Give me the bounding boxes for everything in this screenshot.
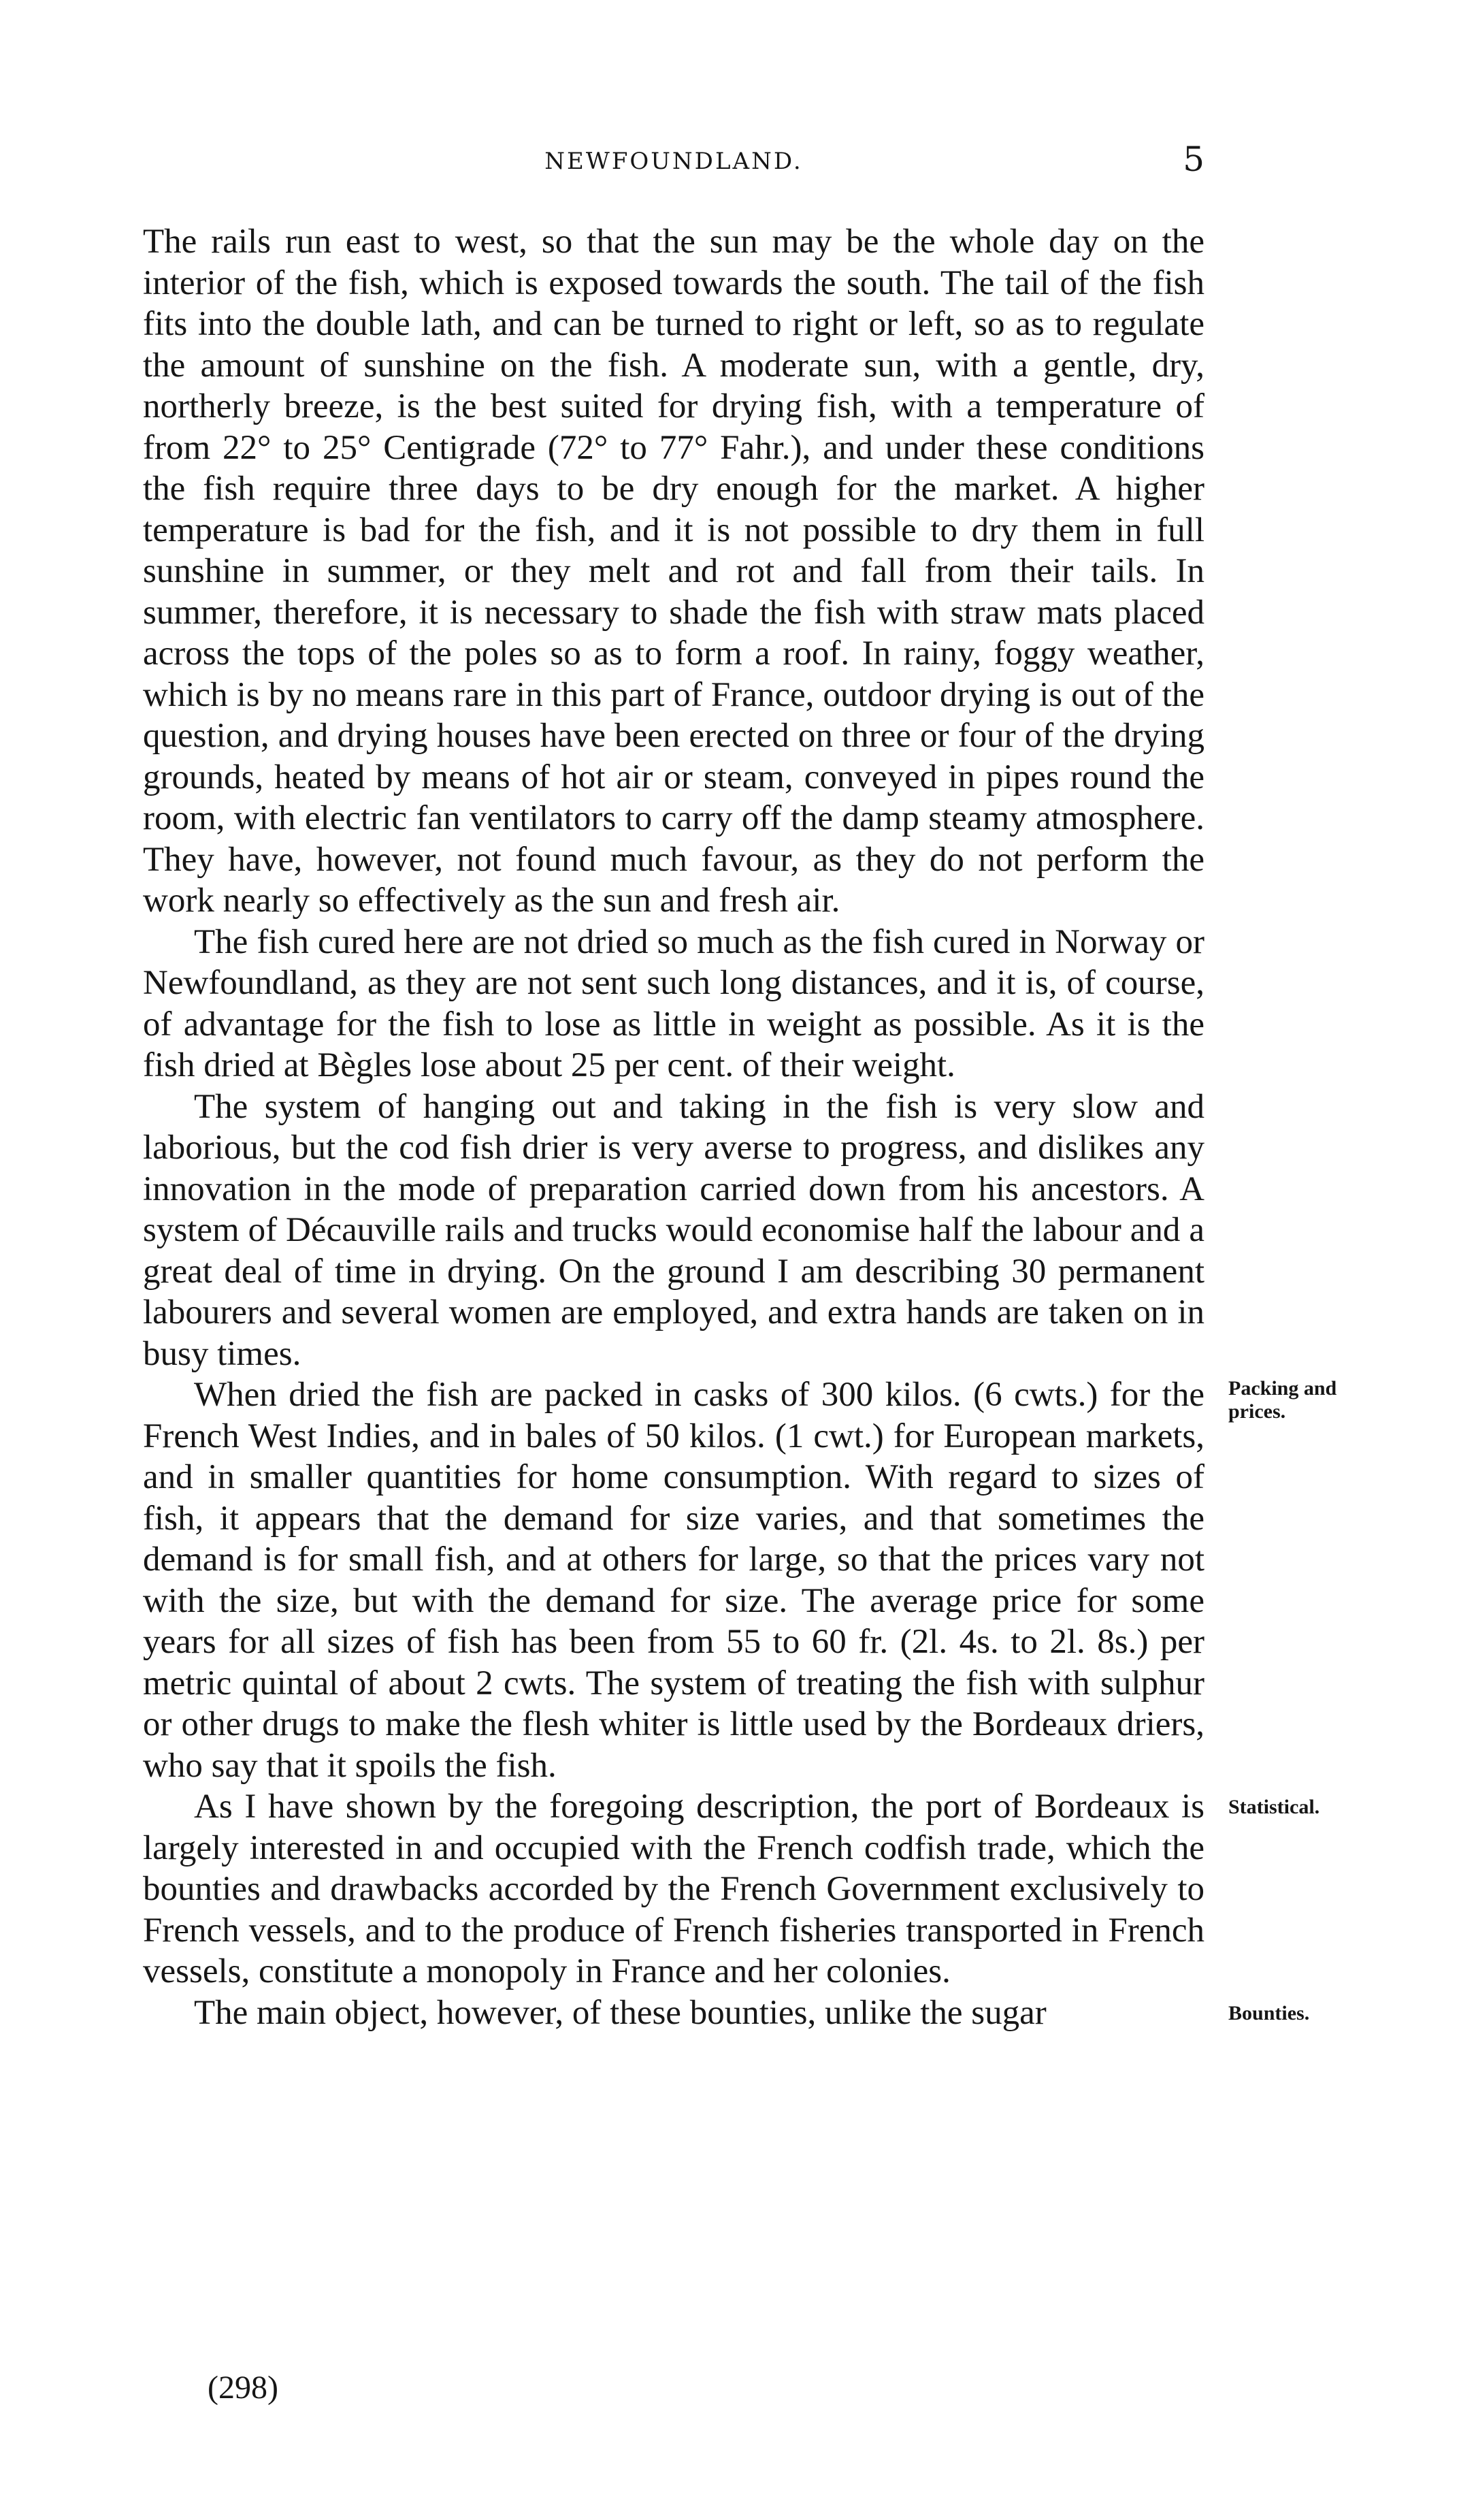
paragraph-packing <box>143 1374 1337 1786</box>
paragraph-text: When dried the fish are packed in casks of 300 kilos. (6 cwts.) for the French West Indies, and in bales of 50 kilos. (1 cwt.) for European markets, and in smaller quantities for home consumption. With regard to sizes of fish, it appears that the demand for size varies, and that sometimes the demand is for small fish, and at others for large, so that the prices vary not with the size, but with the demand for size. The average price for some years for all sizes of fish has been from 55 to 60 fr. (2l. 4s. to 2l. 8s.) per metric quintal of about 2 cwts. The system of treating the fish with sulphur or other drugs to make the flesh whiter is little used by the Bordeaux driers, who say that it spoils the fish. <box>143 1376 1204 1785</box>
page-number: 5 <box>1183 140 1204 179</box>
paragraph-labour <box>143 1086 1204 1375</box>
margin-note-statistical: Statistical. <box>1228 1796 1320 1818</box>
margin-note-bounties: Bounties. <box>1228 2001 1310 2024</box>
paragraph-bounties <box>143 1992 1310 2034</box>
printer-signature: (298) <box>208 2370 278 2406</box>
paragraph-dried-weight <box>143 922 1204 1086</box>
paragraph-text: The fish cured here are not dried so much as the fish cured in Norway or Newfoundland, as they are not sent such long distances, and it is, of course, of advantage for the fish to lose as little in weight as possible. As it is the fish dried at Bègles lose about 25 per cent. of their weight. <box>143 922 1204 1084</box>
paragraph-text: The system of hanging out and taking in the fish is very slow and laborious, but the cod fish drier is very averse to progress, and dislikes any innovation in the mode of preparation carried down from his ancestors. A system of Décauville rails and trucks would economise half the labour and a great deal of time in drying. On the ground I am describing 30 permanent labourers and several women are employed, and extra hands are taken on in busy times. <box>143 1087 1204 1373</box>
margin-note-packing: Packing and prices. <box>1228 1377 1337 1423</box>
paragraph-drying-method <box>143 221 1204 922</box>
paragraph-statistical <box>143 1786 1320 1992</box>
running-title: NEWFOUNDLAND. <box>544 148 803 175</box>
running-head <box>143 140 1204 187</box>
body-text <box>143 221 1337 2033</box>
paragraph-text: The main object, however, of these bounties, unlike the sugar <box>194 1993 1047 2032</box>
paragraph-text: As I have shown by the foregoing description, the port of Bordeaux is largely interested in and occupied with the French codfish trade, which the bounties and drawbacks accorded by the French Government exclusively to French vessels, and to the produce of French fisheries transported in French vessels, constitute a monopoly in France and her colonies. <box>143 1788 1204 1990</box>
paragraph-text: The rails run east to west, so that the sun may be the whole day on the interior of the fish, which is exposed towards the south. The tail of the fish fits into the double lath, and can be turned to right or left, so as to regulate the amount of sunshine on the fish. A moderate sun, with a gentle, dry, northerly breeze, is the best suited for drying fish, with a temperature of from 22° to 25° Centigrade (72° to 77° Fahr.), and under these conditions the fish require three days to be dry enough for the market. A higher temperature is bad for the fish, and it is not possible to dry them in full sunshine in summer, or they melt and rot and fall from their tails. In summer, therefore, it is necessary to shade the fish with straw mats placed across the tops of the poles so as to form a roof. In rainy, foggy weather, which is by no means rare in this part of France, outdoor drying is out of the question, and drying houses have been erected on three or four of the drying grounds, heated by means of hot air or steam, conveyed in pipes round the room, with electric fan ventilators to carry off the damp steamy atmosphere. They have, however, not found much favour, as they do not perform the work nearly so effectively as the sun and fresh air. <box>143 223 1204 920</box>
